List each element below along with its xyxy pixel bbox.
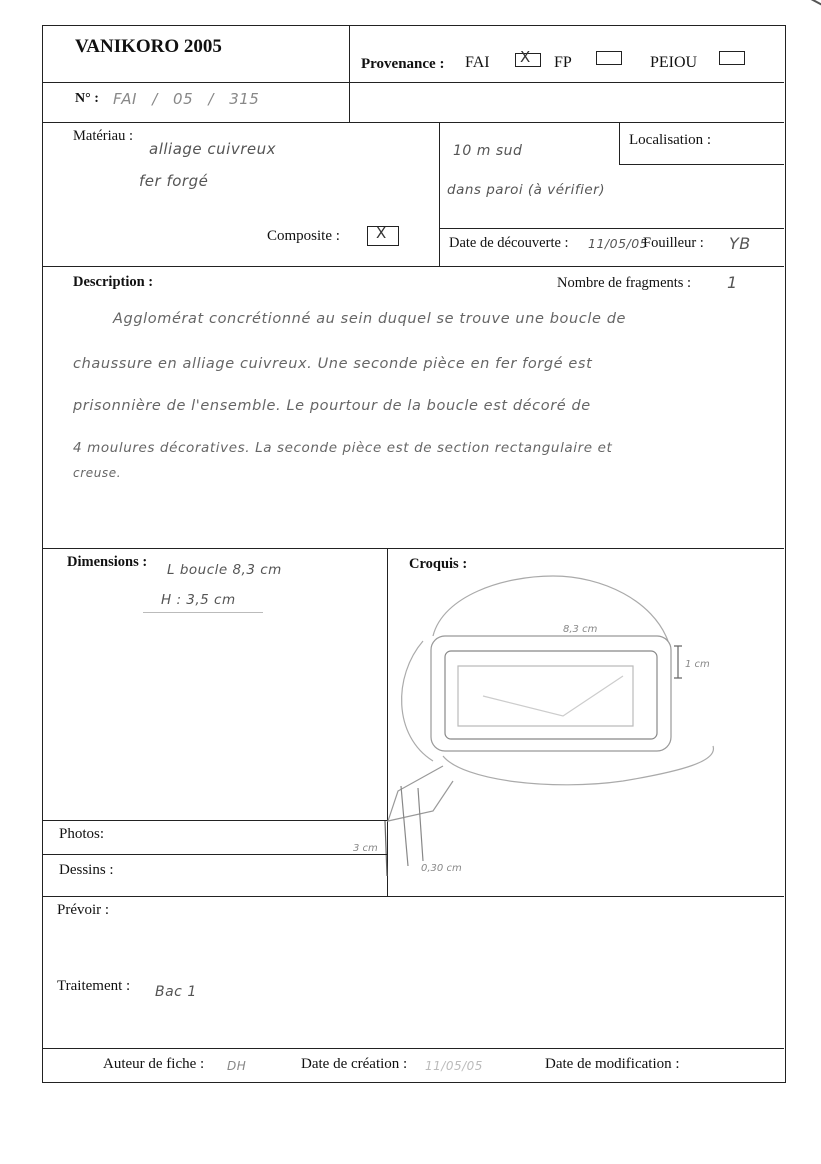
divider — [439, 228, 784, 229]
iron-piece-outline — [388, 766, 453, 821]
composite-label: Composite : — [267, 228, 340, 244]
dimensions-line-1: L boucle 8,3 cm — [167, 562, 282, 578]
divider — [43, 548, 784, 549]
dimensions-label: Dimensions : — [67, 554, 148, 570]
date-modification-label: Date de modification : — [545, 1056, 680, 1072]
divider — [43, 896, 784, 897]
dimension-line — [385, 821, 387, 876]
dessins-label: Dessins : — [59, 862, 114, 878]
artifact-record-form — [42, 25, 786, 1083]
sketch-detail — [483, 676, 623, 716]
date-creation-label: Date de création : — [301, 1056, 408, 1072]
sketch-annotation: 1 cm — [685, 659, 710, 670]
photos-label: Photos: — [59, 826, 105, 842]
localisation-label: Localisation : — [629, 132, 712, 148]
materiau-line-1: alliage cuivreux — [149, 140, 276, 158]
auteur-label: Auteur de fiche : — [103, 1056, 205, 1072]
corner-mark — [756, 0, 821, 13]
divider — [439, 122, 440, 266]
check-mark: X — [520, 48, 531, 66]
divider — [349, 26, 350, 122]
description-line: prisonnière de l'ensemble. Le pourtour de la boucle est décoré de — [73, 398, 591, 414]
materiau-label: Matériau : — [73, 128, 133, 144]
date-decouverte-label: Date de découverte : — [449, 235, 569, 251]
fragments-value: 1 — [727, 273, 738, 292]
sketch-outline — [433, 576, 668, 641]
croquis-label: Croquis : — [409, 556, 468, 572]
description-line: 4 moulures décoratives. La seconde pièce est de section rectangulaire et — [73, 440, 613, 456]
divider — [43, 854, 387, 855]
divider — [43, 820, 387, 821]
prevoir-label: Prévoir : — [57, 902, 110, 918]
composite-checkbox[interactable] — [367, 226, 399, 246]
provenance-option-fai: FAI — [465, 54, 490, 71]
divider — [619, 122, 620, 164]
fouilleur-value: YB — [729, 234, 751, 253]
checkbox-peiou[interactable] — [719, 51, 745, 65]
sketch-outline — [402, 641, 433, 761]
traitement-value: Bac 1 — [155, 984, 197, 1000]
date-decouverte-value: 11/05/05 — [588, 236, 649, 251]
sketch-annotation: 0,30 cm — [421, 863, 462, 874]
sketch-annotation: 8,3 cm — [563, 624, 598, 635]
divider — [619, 164, 784, 165]
provenance-option-fp: FP — [554, 54, 572, 71]
buckle-outer-frame — [431, 636, 671, 751]
context-line-2: dans paroi (à vérifier) — [447, 182, 605, 198]
fragments-label: Nombre de fragments : — [557, 275, 692, 291]
provenance-label: Provenance : — [361, 56, 445, 72]
iron-piece-section — [401, 786, 423, 866]
context-line-1: 10 m sud — [453, 143, 523, 159]
underline — [143, 612, 263, 613]
sketch-annotation: 3 cm — [353, 843, 378, 854]
description-line: chaussure en alliage cuivreux. Une seconde pièce en fer forgé est — [73, 356, 593, 372]
description-line: Agglomérat concrétionné au sein duquel se trouve une boucle de — [113, 311, 627, 327]
fouilleur-label: Fouilleur : — [643, 235, 704, 251]
materiau-line-2: fer forgé — [139, 172, 209, 190]
traitement-label: Traitement : — [57, 978, 131, 994]
croquis-sketch — [323, 566, 723, 876]
provenance-option-peiou: PEIOU — [650, 54, 698, 71]
auteur-value: DH — [227, 1059, 247, 1073]
description-line: creuse. — [73, 466, 122, 480]
sketch-outline — [443, 746, 713, 785]
checkbox-fp[interactable] — [596, 51, 622, 65]
check-mark: X — [376, 224, 387, 242]
dimensions-line-2: H : 3,5 cm — [161, 592, 236, 608]
divider — [43, 1048, 784, 1049]
date-creation-value: 11/05/05 — [425, 1059, 483, 1073]
divider — [43, 122, 784, 123]
form-title: VANIKORO 2005 — [75, 36, 222, 57]
divider — [43, 266, 784, 267]
numero-label: N° : — [75, 91, 99, 106]
checkbox-fai[interactable] — [515, 48, 541, 67]
description-label: Description : — [73, 274, 154, 290]
divider — [43, 82, 784, 83]
numero-value: FAI / 05 / 315 — [113, 90, 260, 108]
